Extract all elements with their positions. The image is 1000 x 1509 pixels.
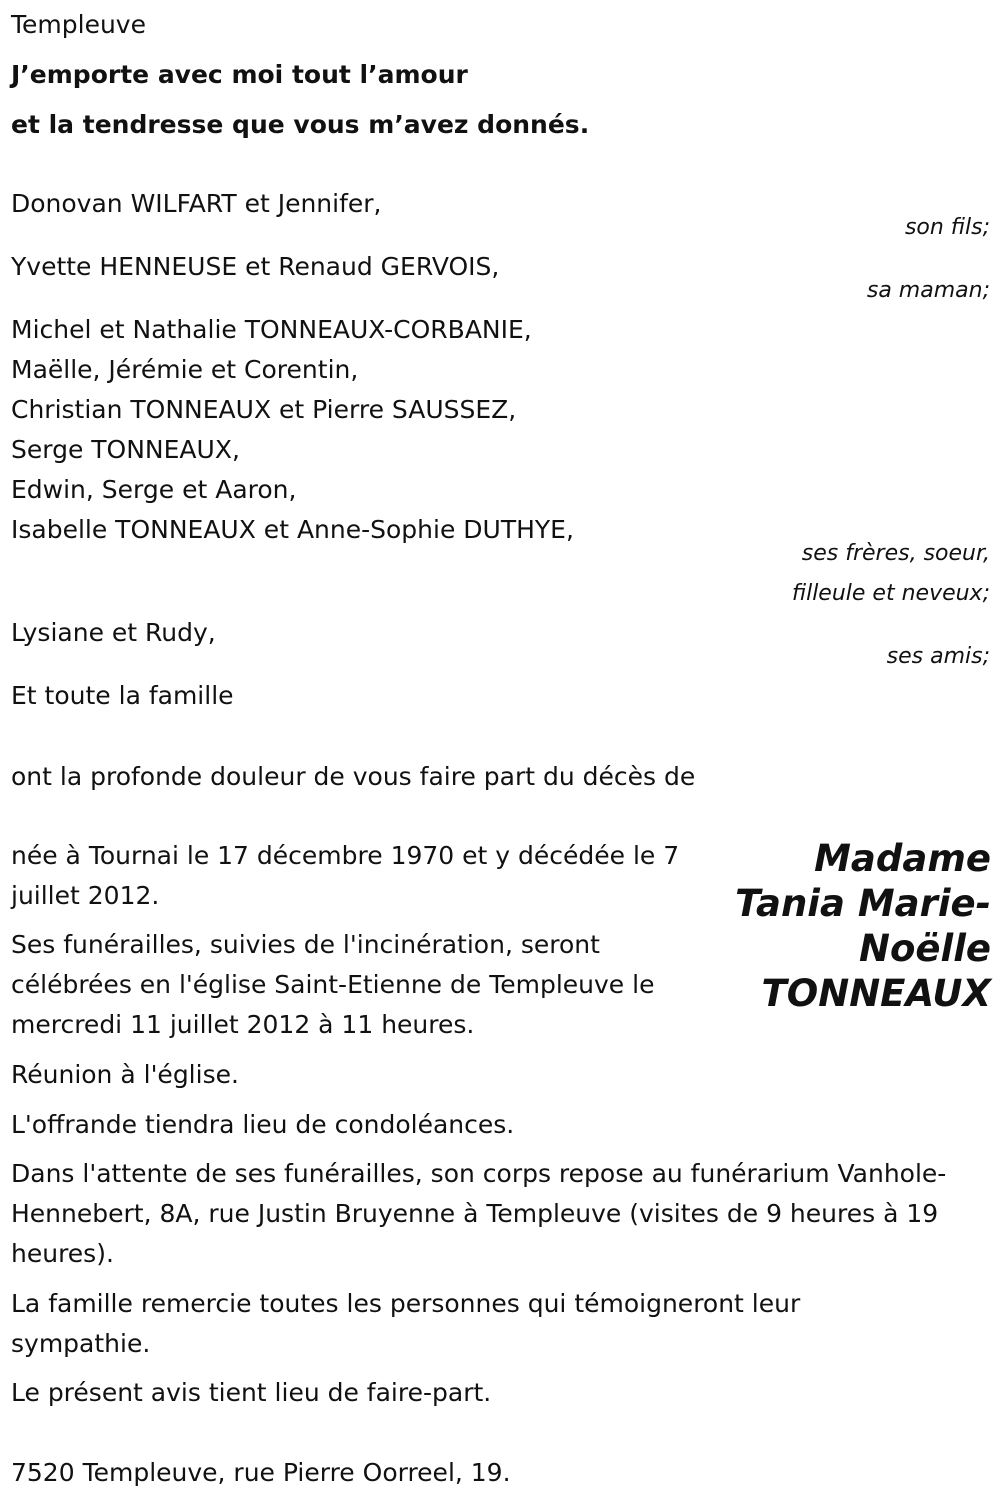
role-friends: ses amis; [886, 644, 990, 669]
birth-death-text: née à Tournai le 17 décembre 1970 et y décédée le 7 juillet 2012. [11, 841, 680, 910]
quote-line-1: J’emporte avec moi tout l’amour [11, 60, 468, 89]
quote-line-2: et la tendresse que vous m’avez donnés. [11, 110, 590, 139]
mourner-mother: Yvette HENNEUSE et Renaud GERVOIS, [11, 252, 500, 281]
role-siblings-1: ses frères, soeur, [801, 541, 990, 566]
mourner-sibling-6: Isabelle TONNEAUX et Anne-Sophie DUTHYE, [11, 515, 574, 544]
role-son: son fils; [904, 215, 990, 240]
mourner-sibling-5: Edwin, Serge et Aaron, [11, 475, 297, 504]
location-header: Templeuve [11, 10, 146, 39]
mourner-son: Donovan WILFART et Jennifer, [11, 189, 382, 218]
funerarium-text: Dans l'attente de ses funérailles, son corps repose au funérarium Vanhole-Hennebert, 8A, rue Justin Bruyenne à Templeuve (visites de 9 heures à 19 heures). [11, 1159, 947, 1268]
mourner-family: Et toute la famille [11, 681, 234, 710]
address: 7520 Templeuve, rue Pierre Oorreel, 19. [11, 1458, 511, 1487]
mourner-friends: Lysiane et Rudy, [11, 618, 216, 647]
role-siblings-2: filleule et neveux; [791, 581, 990, 606]
notice-text: Le présent avis tient lieu de faire-part. [11, 1378, 492, 1407]
deceased-name-line-2: Tania Marie- [735, 882, 991, 925]
mourner-sibling-4: Serge TONNEAUX, [11, 435, 240, 464]
mourner-sibling-1: Michel et Nathalie TONNEAUX-CORBANIE, [11, 315, 532, 344]
meeting-text: Réunion à l'église. [11, 1060, 239, 1089]
thanks-text: La famille remercie toutes les personnes qui témoigneront leur sympathie. [11, 1289, 801, 1358]
deceased-name [731, 836, 991, 1016]
deceased-name-line-4: TONNEAUX [761, 972, 991, 1015]
mourner-sibling-2: Maëlle, Jérémie et Corentin, [11, 355, 359, 384]
funeral-text: Ses funérailles, suivies de l'incinération, seront célébrées en l'église Saint-Etienne de Templeuve le mercredi 11 juillet 2012 à 11 heures. [11, 930, 655, 1039]
role-mother: sa maman; [866, 278, 990, 303]
deceased-name-line-1: Madame [814, 837, 991, 880]
announcement: ont la profonde douleur de vous faire part du décès de [11, 762, 696, 791]
offering-text: L'offrande tiendra lieu de condoléances. [11, 1110, 515, 1139]
mourner-sibling-3: Christian TONNEAUX et Pierre SAUSSEZ, [11, 395, 517, 424]
deceased-name-line-3: Noëlle [859, 927, 991, 970]
